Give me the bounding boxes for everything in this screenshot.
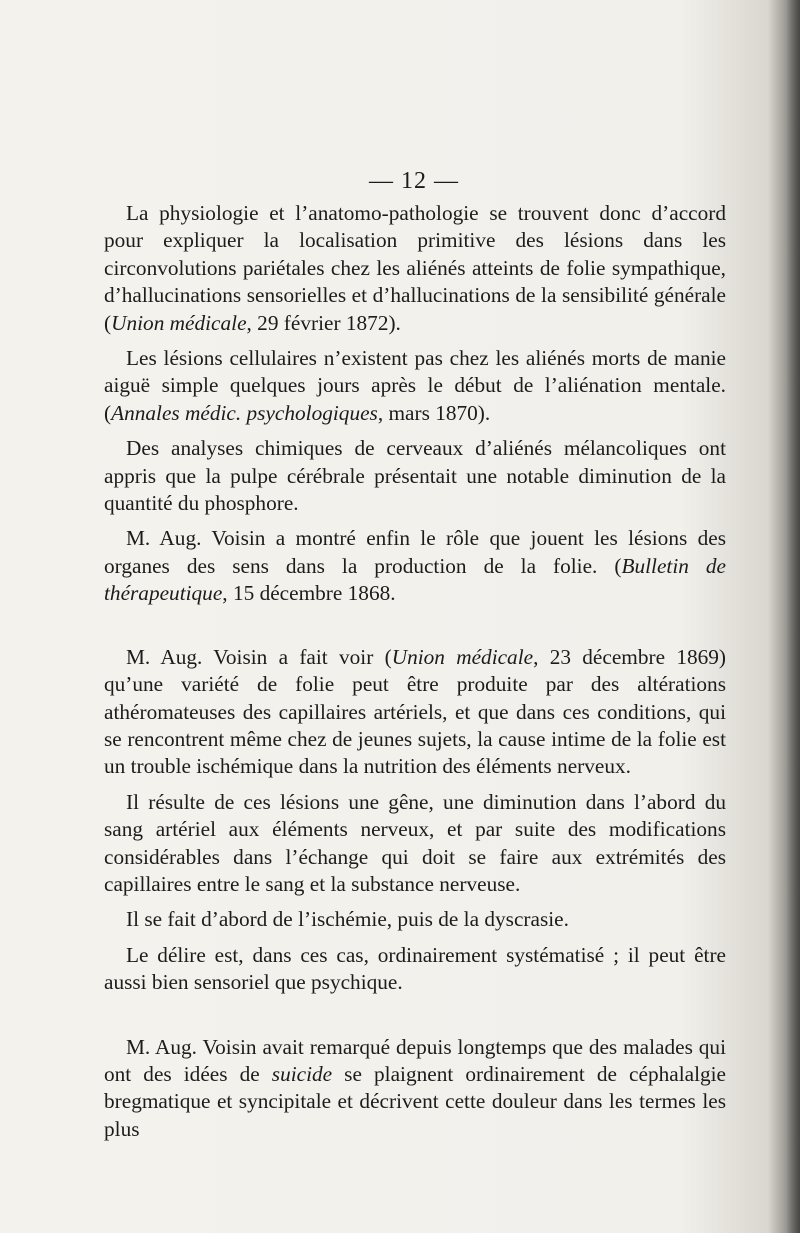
paragraph-9-text-end: se plaignent ordinairement de céphalalgie bregmatique et syncipitale et décrivent cette douleur dans les termes les plus [104,1061,727,1141]
paragraph-9 [104,1034,726,1144]
paragraph-5-citation: Union médicale [391,644,534,669]
paragraph-4-text: M. Aug. Voisin a montré enfin le rôle que jouent les lésions des organes des sens dans la production de la folie. ( [104,526,726,578]
paragraph-3 [104,435,726,517]
paragraph-6-text: Il résulte de ces lésions une gêne, une diminution dans l’abord du sang artériel aux éléments nerveux, et par suite des modifications considérables dans l’échange qui doit se faire aux extrémités des capillaires entre le sang et la substance nerveuse. [104,789,726,896]
paragraph-1-citation: Union médicale [111,310,247,335]
paragraph-7-text: Il se fait d’abord de l’ischémie, puis de la dyscrasie. [126,907,569,932]
paragraph-5-text-end: , 23 décembre 1869) qu’une variété de folie peut être produite par des altérations athéromateuses des capillaires artériels, et que dans ces conditions, qui se rencontrent même chez de jeunes sujets, la cause intime de la folie est un trouble ischémique dans la nutrition des éléments nerveux. [104,644,727,779]
paragraph-1 [104,200,726,337]
paragraph-9-emphasis: suicide [271,1061,333,1086]
paragraph-2-text: Les lésions cellulaires n’existent pas chez les aliénés morts de manie aiguë simple quelques jours après le début de l’aliénation mentale. ( [104,346,726,425]
paragraph-8-text: Le délire est, dans ces cas, ordinairement systématisé ; il peut être aussi bien sensoriel que psychique. [104,942,726,995]
paragraph-3-text: Des analyses chimiques de cerveaux d’aliénés mélancoliques ont appris que la pulpe cérébrale présentait une notable diminution de la quantité du phosphore. [104,436,726,516]
paragraph-4 [104,525,726,607]
paragraph-1-text: La physiologie et l’anatomo-pathologie se trouvent donc d’accord pour expliquer la localisation primitive des lésions dans les circonvolutions pariétales chez les aliénés atteints de folie sympathique, d’hallucinations sensorielles et d’hallucinations de la sensibilité générale ( [104,201,726,335]
body-text [104,200,726,1143]
paragraph-8 [104,942,726,997]
paragraph-5 [104,644,726,781]
paragraph-4-citation: Bulletin de thérapeutique [104,553,726,606]
paragraph-9-text: M. Aug. Voisin avait remarqué depuis longtemps que des malades qui ont des idées de [104,1034,726,1086]
paragraph-5-text: M. Aug. Voisin a fait voir ( [126,644,392,669]
paragraph-2-text-end: , mars 1870). [377,400,491,425]
paragraph-4-text-end: , 15 décembre 1868. [222,581,396,606]
paragraph-7 [104,906,726,933]
paragraph-1-text-end: , 29 février 1872). [246,310,401,335]
paragraph-6 [104,789,726,899]
paragraph-2 [104,345,726,427]
page-number: — 12 — [369,168,459,194]
paragraph-2-citation: Annales médic. psychologiques [111,400,378,425]
